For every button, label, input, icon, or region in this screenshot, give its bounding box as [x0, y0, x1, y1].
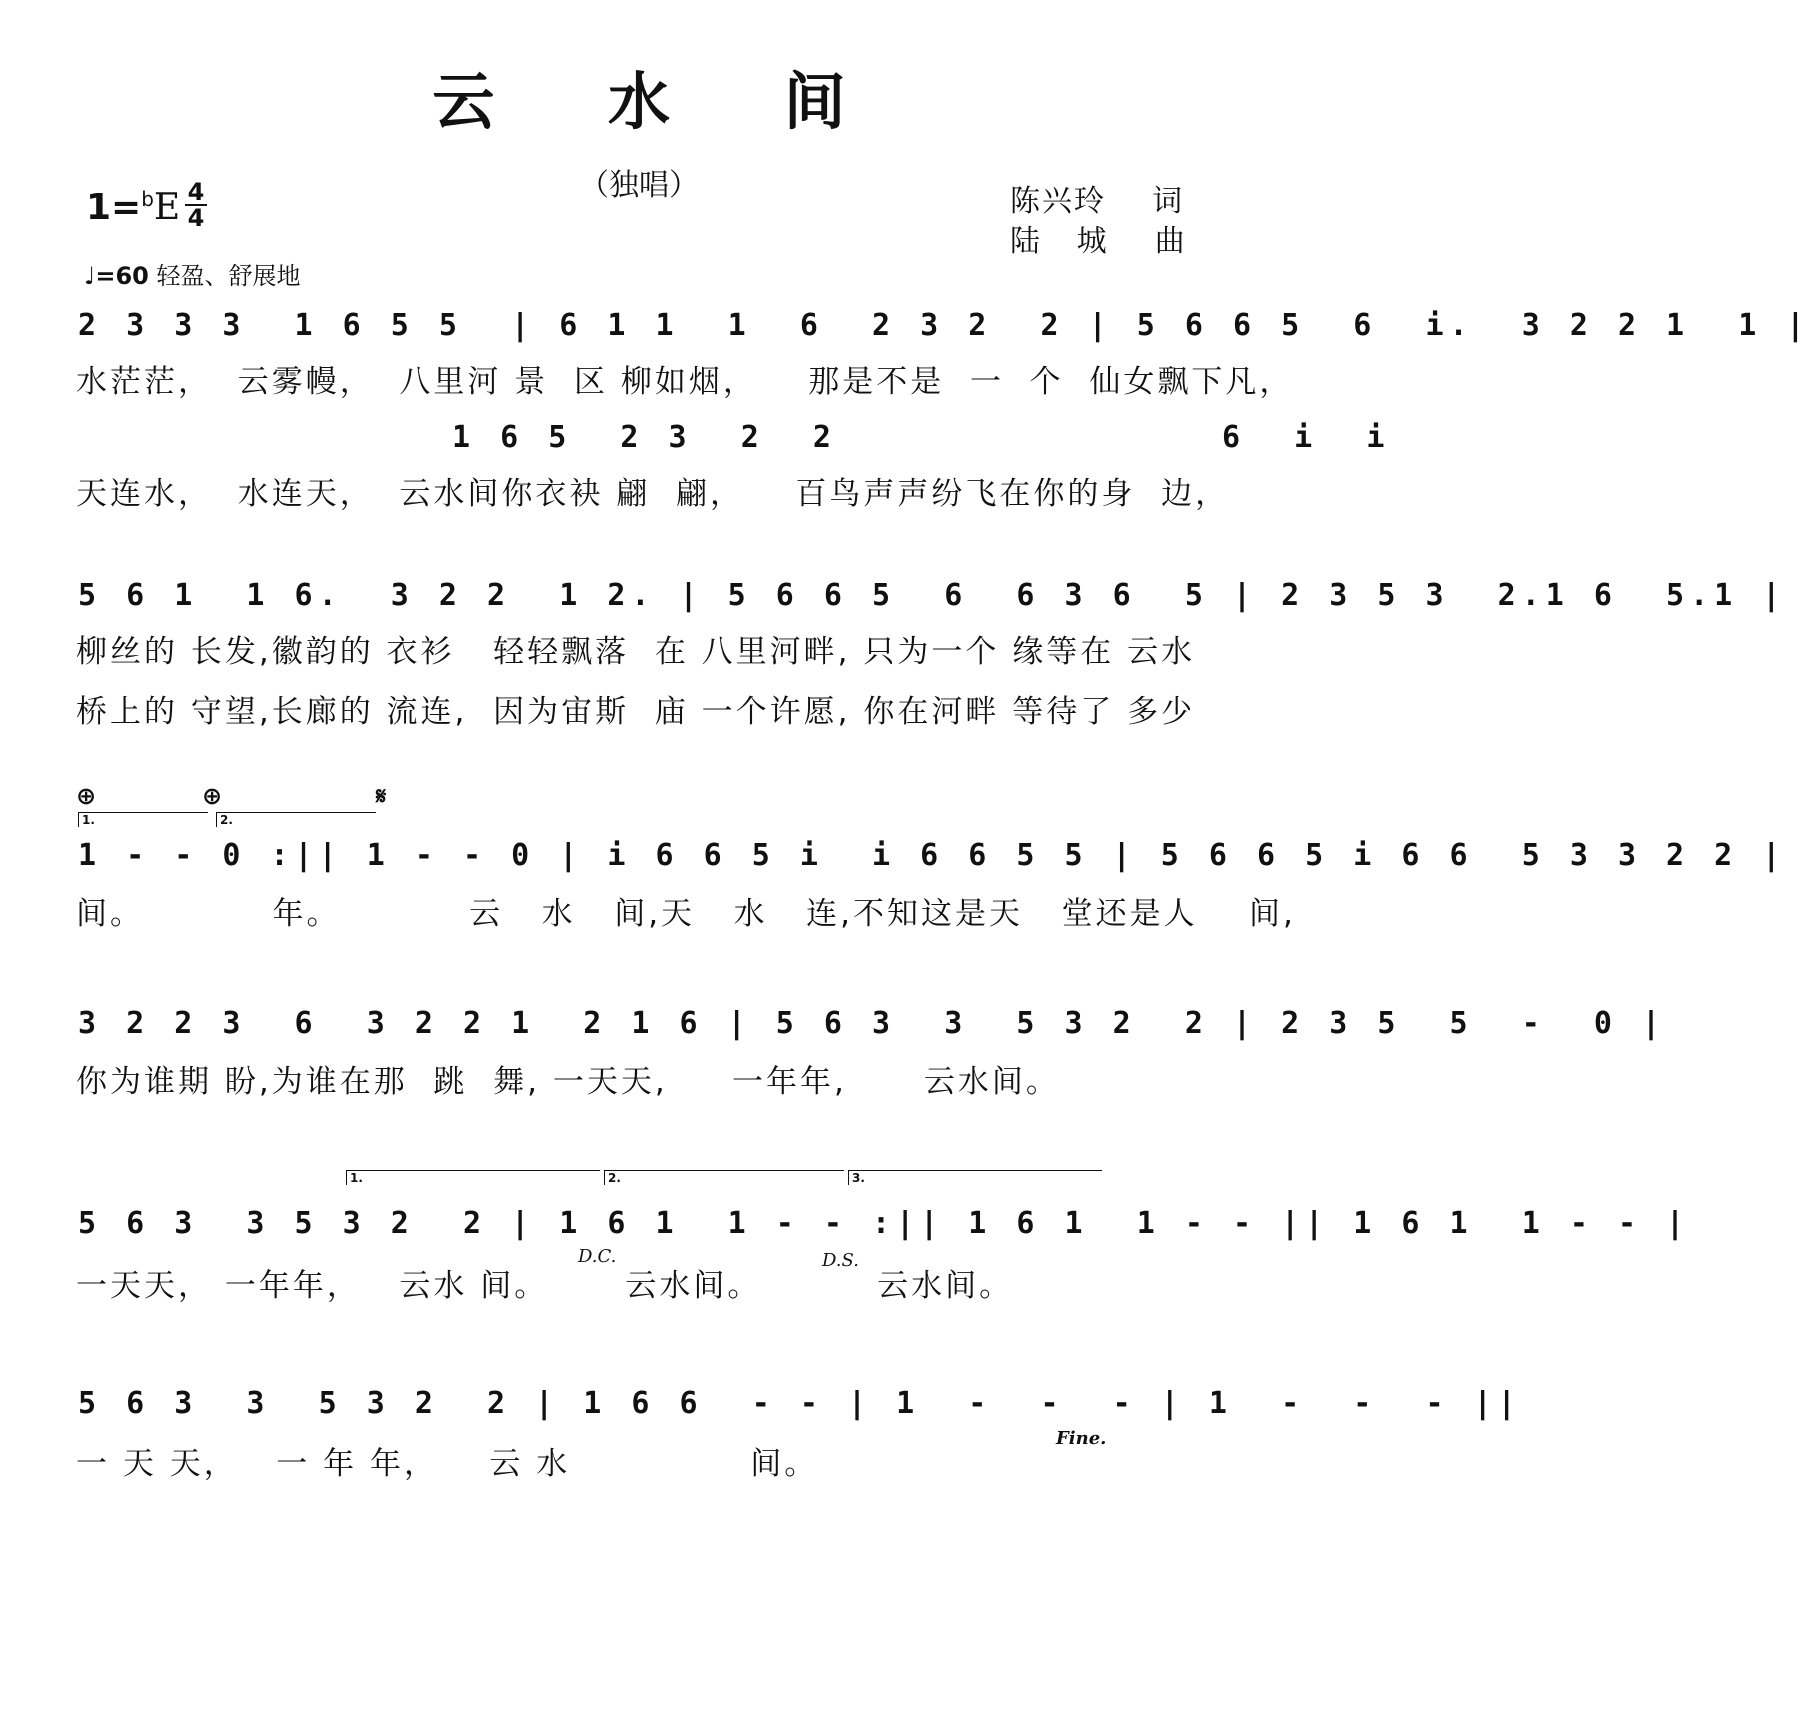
time-bottom: 4 [187, 204, 205, 232]
key-prefix: 1= [86, 187, 142, 228]
dc-marking: D.C. [578, 1246, 617, 1267]
lyrics-row-2a: 柳丝的 长发,徽韵的 衣衫 轻轻飘落 在 八里河畔, 只为一个 缘等在 云水 [76, 634, 1196, 670]
lyrics-row-6: 一 天 天， 一 年 年， 云 水 间。 [76, 1446, 819, 1482]
lyrics-row-2b: 桥上的 守望,长廊的 流连, 因为宙斯 庙 一个许愿, 你在河畔 等待了 多少 [76, 694, 1196, 730]
time-signature [183, 180, 209, 230]
volta-bracket-5-1: 1. [346, 1170, 600, 1185]
fine-marking: Fine. [1056, 1428, 1107, 1449]
tempo-text: 轻盈、舒展地 [156, 262, 301, 290]
lyricist-credit: 陈兴玲 词 [1010, 184, 1185, 219]
volta-bracket-1: 1. [78, 812, 208, 827]
key-signature [86, 187, 180, 228]
tempo-marking [84, 256, 300, 291]
quarter-note-icon: ♩ [84, 262, 96, 290]
notation-row-3: 1 - - 0 :|| 1 - - 0 | i 6 6 5 i i 6 6 5 5 | 5 6 6 5 i 6 6 5 3 3 2 2 | [78, 838, 1787, 873]
song-subtitle: （独唱） [579, 168, 699, 203]
ds-marking: D.S. [822, 1250, 859, 1271]
notation-row-4: 3 2 2 3 6 3 2 2 1 2 1 6 | 5 6 3 3 5 3 2 2 | 2 3 5 5 - 0 | [78, 1006, 1667, 1041]
volta-bracket-5-2: 2. [604, 1170, 844, 1185]
notation-row-5: 5 6 3 3 5 3 2 2 | 1 6 1 1 - - :|| 1 6 1 1 - - || 1 6 1 1 - - | [78, 1206, 1691, 1241]
composer-credit: 陆 城 曲 [1010, 224, 1187, 259]
lyrics-row-5: 一天天， 一年年， 云水 间。 云水间。 云水间。 [76, 1268, 1014, 1304]
lyrics-row-3: 间。 年。 云 水 间,天 水 连,不知这是天 堂还是人 间, [76, 896, 1296, 932]
coda-icon: ⊕ [76, 782, 97, 810]
notation-row-6: 5 6 3 3 5 3 2 2 | 1 6 6 - - | 1 - - - | 1 - - - || [78, 1386, 1522, 1421]
lyrics-row-1a: 水茫茫， 云雾幔， 八里河 景 区 柳如烟， 那是不是 一 个 仙女飘下凡， [76, 364, 1294, 400]
key-note: E [153, 187, 181, 228]
notation-row-1-alt: 1 6 5 2 3 2 2 6 i i [452, 420, 1391, 455]
volta-bracket-2: 2. [216, 812, 376, 827]
tempo-value: =60 [95, 262, 149, 290]
volta-bracket-5-3: 3. [848, 1170, 1102, 1185]
time-top: 4 [187, 178, 205, 206]
lyrics-row-4: 你为谁期 盼,为谁在那 跳 舞, 一天天, 一年年, 云水间。 [76, 1064, 1060, 1100]
key-flat: b [141, 187, 154, 211]
segno-icon: 𝄋 [376, 782, 387, 810]
lyrics-row-1b: 天连水， 水连天， 云水间你衣袂 翩 翩， 百鸟声声纷飞在你的身 边， [76, 476, 1230, 512]
coda-icon-2: ⊕ [202, 782, 223, 810]
notation-row-1: 2 3 3 3 1 6 5 5 | 6 1 1 1 6 2 3 2 2 | 5 6 6 5 6 i. 3 2 2 1 1 | [78, 308, 1810, 343]
notation-row-2: 5 6 1 1 6. 3 2 2 1 2. | 5 6 6 5 6 6 3 6 5 | 2 3 5 3 2.1 6 5.1 | [78, 578, 1787, 613]
song-title: 云 水 间 [432, 65, 892, 138]
